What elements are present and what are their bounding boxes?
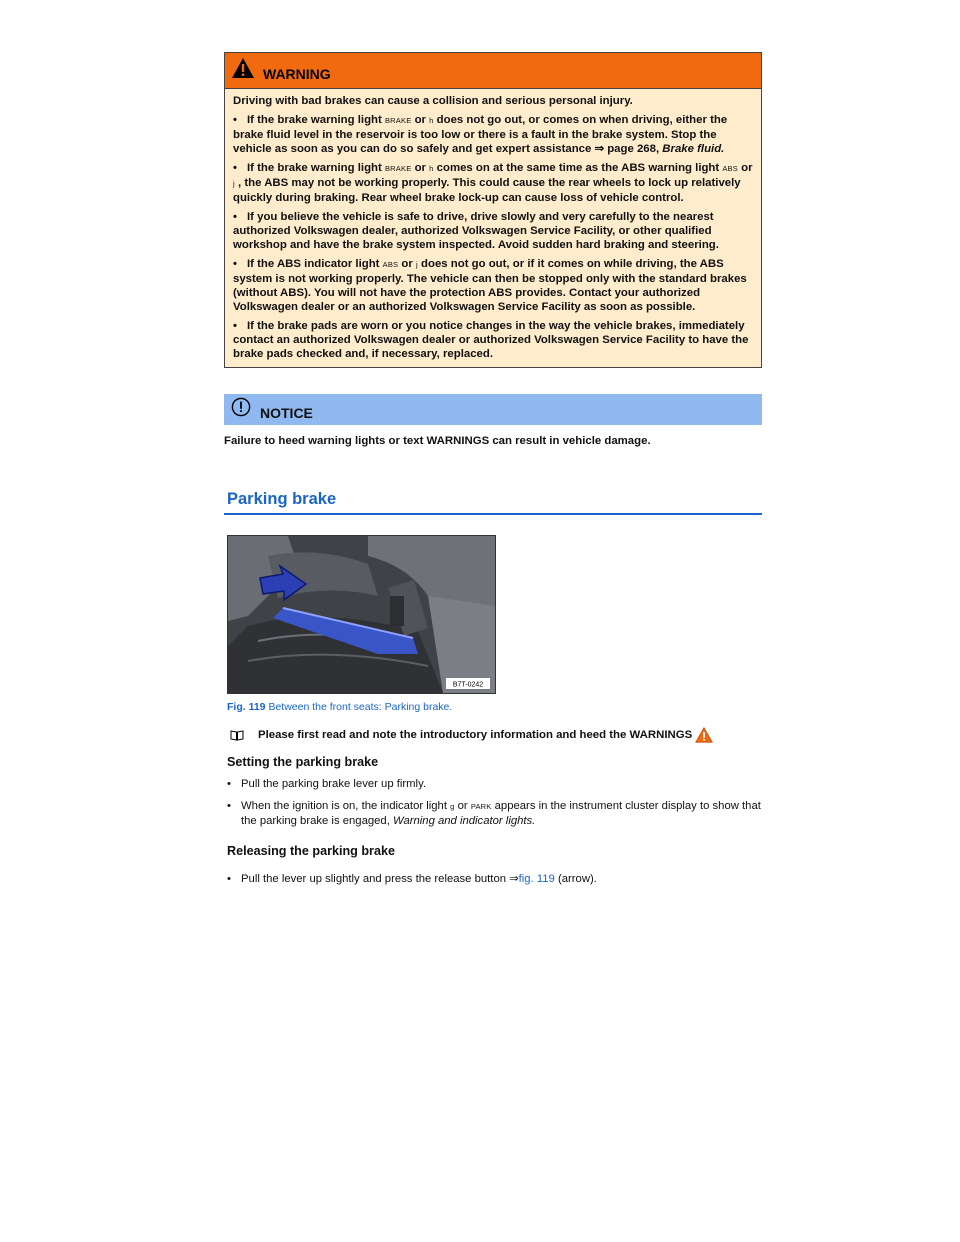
manual-page <box>224 52 762 886</box>
setting-heading: Setting the parking brake <box>227 755 379 769</box>
warning-box <box>224 52 762 368</box>
notice-text: Failure to heed warning lights or text WARNINGS can result in vehicle damage. <box>224 435 651 447</box>
abs-light-symbol: ABS <box>722 164 738 173</box>
intro-line <box>230 727 762 743</box>
exclamation-circle-icon <box>231 397 251 422</box>
warning-item: • If you believe the vehicle is safe to drive, drive slowly and very carefully to the nearest authorized Volkswagen dealer, authorized Volkswagen Service Facility, or other qualified workshop and have the brake system inspected. Avoid sudden hard braking and steering. <box>233 211 719 251</box>
warning-item: • If the brake warning light BRAKE or h comes on at the same time as the ABS warning light ABS or j , the ABS may not be working properly. This could cause the rear wheels to lock up relatively quickly during braking. Rear wheel brake lock-up can cause loss of vehicle control. <box>233 162 753 204</box>
warning-item: • If the brake warning light BRAKE or h does not go out, or comes on when driving, either the brake fluid level in the reservoir is too low or there is a fault in the brake system. Stop the vehicle as soon as you can do so safely and get expert assistance ⇒ page 268, Brake fluid. <box>233 114 728 155</box>
figure-link[interactable]: fig. 119 <box>518 873 555 885</box>
abs-light-symbol-alt: j <box>415 260 418 269</box>
figure-code: B7T-0242 <box>452 681 484 689</box>
brake-light-symbol-alt: h <box>429 116 434 125</box>
section-title: Parking brake <box>224 490 762 515</box>
parking-brake-figure <box>227 535 496 694</box>
abs-light-symbol: ABS <box>382 260 399 269</box>
warning-title: WARNING <box>263 65 331 82</box>
park-light-symbol: PARK <box>470 802 492 811</box>
intro-text: Please first read and note the introductory information and heed the WARNINGS <box>258 729 693 741</box>
open-book-icon <box>230 730 244 741</box>
parking-light-symbol: g <box>450 802 455 811</box>
brake-light-symbol-alt: h <box>429 164 434 173</box>
notice-title: NOTICE <box>260 404 313 421</box>
setting-bullet: • Pull the parking brake lever up firmly. <box>227 778 427 790</box>
releasing-bullet: • Pull the lever up slightly and press the release button ⇒fig. 119 (arrow). <box>227 873 597 885</box>
figure-caption: Fig. 119 Between the front seats: Parking brake. <box>227 701 453 713</box>
brake-light-symbol: BRAKE <box>384 116 412 125</box>
warning-body <box>225 89 761 367</box>
warning-triangle-icon <box>695 727 713 743</box>
warning-item: • If the ABS indicator light ABS or j does not go out, or if it comes on while driving, the ABS system is not working properly. The vehicle can then be stopped only with the standard brakes (without ABS). You will not have the protection ABS provides. Contact your authorized Volkswagen dealer or an authorized Volkswagen Service Facility as soon as possible. <box>233 258 747 313</box>
warning-header <box>225 53 761 89</box>
releasing-heading: Releasing the parking brake <box>227 844 395 858</box>
brake-light-symbol: BRAKE <box>384 164 412 173</box>
warning-item: • If the brake pads are worn or you notice changes in the way the vehicle brakes, immediately contact an authorized Volkswagen dealer or authorized Volkswagen Service Facility to have the brake pads checked and, if necessary, replaced. <box>233 320 749 360</box>
parking-brake-illustration <box>228 536 495 693</box>
notice-header <box>224 394 762 425</box>
abs-light-symbol-alt: j <box>233 179 235 188</box>
warning-triangle-icon <box>231 57 255 84</box>
setting-bullet: • When the ignition is on, the indicator light g or PARK appears in the instrument cluster display to show that the parking brake is engaged, Warning and indicator lights. <box>227 800 761 827</box>
warning-intro: Driving with bad brakes can cause a collision and serious personal injury. <box>233 95 633 107</box>
